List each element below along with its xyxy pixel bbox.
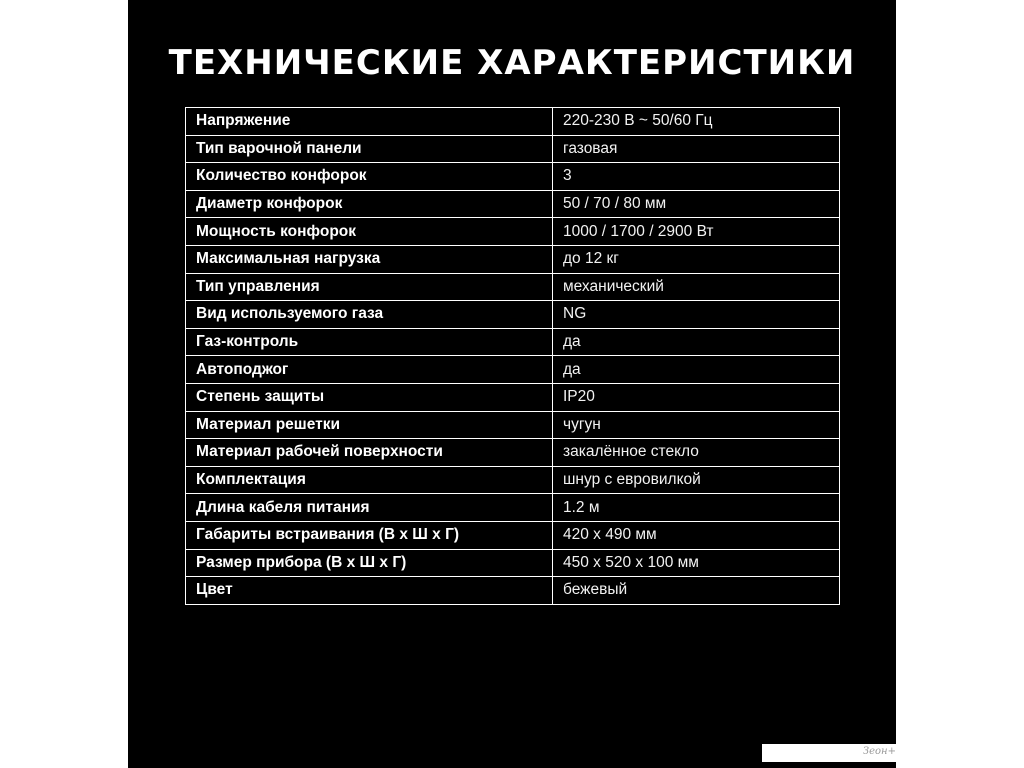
spec-value: чугун (553, 411, 840, 439)
spec-row (186, 135, 840, 163)
spec-name: Цвет (186, 577, 553, 605)
spec-row (186, 411, 840, 439)
spec-row (186, 356, 840, 384)
spec-value: 1000 / 1700 / 2900 Вт (553, 218, 840, 246)
spec-value: 50 / 70 / 80 мм (553, 190, 840, 218)
spec-row (186, 163, 840, 191)
spec-name: Тип управления (186, 273, 553, 301)
spec-name: Автоподжог (186, 356, 553, 384)
spec-row (186, 439, 840, 467)
spec-sheet-panel (128, 0, 896, 768)
spec-name: Габариты встраивания (В х Ш х Г) (186, 521, 553, 549)
spec-row (186, 301, 840, 329)
spec-row (186, 108, 840, 136)
spec-name: Степень защиты (186, 383, 553, 411)
spec-name: Диаметр конфорок (186, 190, 553, 218)
page-title: ТЕХНИЧЕСКИЕ ХАРАКТЕРИСТИКИ (168, 43, 856, 83)
spec-name: Тип варочной панели (186, 135, 553, 163)
spec-name: Мощность конфорок (186, 218, 553, 246)
spec-row (186, 328, 840, 356)
spec-row (186, 577, 840, 605)
spec-value: IP20 (553, 383, 840, 411)
spec-row (186, 190, 840, 218)
spec-row (186, 218, 840, 246)
spec-name: Максимальная нагрузка (186, 245, 553, 273)
spec-name: Длина кабеля питания (186, 494, 553, 522)
spec-name: Вид используемого газа (186, 301, 553, 329)
spec-table-body (186, 108, 840, 605)
spec-name: Количество конфорок (186, 163, 553, 191)
spec-name: Материал рабочей поверхности (186, 439, 553, 467)
spec-name: Напряжение (186, 108, 553, 136)
spec-name: Комплектация (186, 466, 553, 494)
spec-value: шнур с евровилкой (553, 466, 840, 494)
spec-row (186, 494, 840, 522)
spec-row (186, 273, 840, 301)
spec-name: Материал решетки (186, 411, 553, 439)
watermark-text: Зеон+ (862, 746, 896, 757)
spec-value: 420 х 490 мм (553, 521, 840, 549)
spec-name: Газ-контроль (186, 328, 553, 356)
spec-name: Размер прибора (В х Ш х Г) (186, 549, 553, 577)
spec-row (186, 466, 840, 494)
spec-table (185, 107, 840, 605)
spec-row (186, 245, 840, 273)
spec-value: закалённое стекло (553, 439, 840, 467)
spec-value: механический (553, 273, 840, 301)
spec-value: 1.2 м (553, 494, 840, 522)
spec-row (186, 521, 840, 549)
spec-value: бежевый (553, 577, 840, 605)
spec-value: газовая (553, 135, 840, 163)
watermark (762, 744, 896, 762)
spec-value: да (553, 356, 840, 384)
spec-row (186, 549, 840, 577)
spec-value: 220-230 В ~ 50/60 Гц (553, 108, 840, 136)
spec-row (186, 383, 840, 411)
spec-value: до 12 кг (553, 245, 840, 273)
spec-value: 450 х 520 х 100 мм (553, 549, 840, 577)
spec-value: NG (553, 301, 840, 329)
spec-value: 3 (553, 163, 840, 191)
spec-value: да (553, 328, 840, 356)
